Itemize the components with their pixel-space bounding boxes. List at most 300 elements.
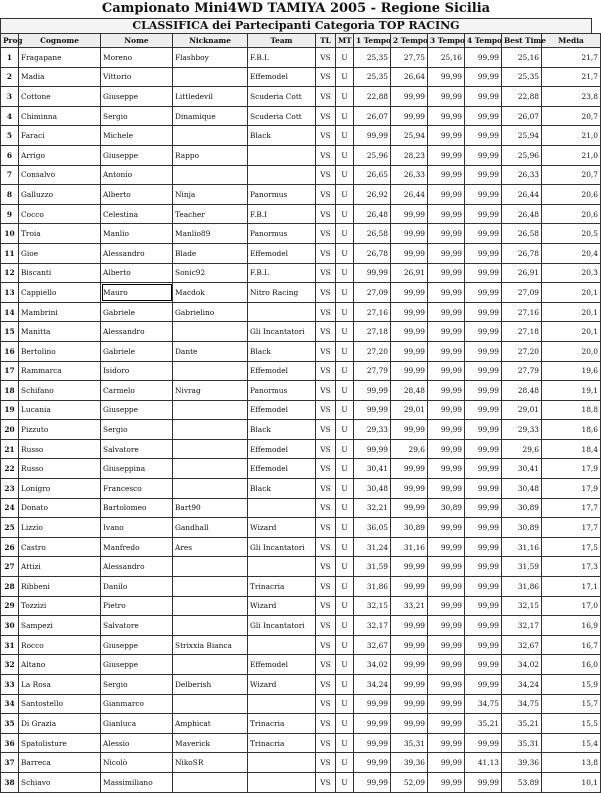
mt-cell: U bbox=[336, 498, 354, 518]
position-cell: 26 bbox=[1, 537, 19, 557]
tl-cell: VS bbox=[316, 498, 336, 518]
nickname-cell bbox=[173, 439, 248, 459]
tl-cell: VS bbox=[316, 361, 336, 381]
column-header: 3 Tempo bbox=[428, 34, 465, 48]
nickname-cell: Dante bbox=[173, 341, 248, 361]
time3-cell: 99,99 bbox=[428, 185, 465, 205]
tl-cell: VS bbox=[316, 733, 336, 753]
nickname-cell bbox=[173, 694, 248, 714]
table-row bbox=[1, 596, 601, 616]
position-cell: 3 bbox=[1, 87, 19, 107]
surname-cell: Chiminna bbox=[19, 106, 101, 126]
tl-cell: VS bbox=[316, 675, 336, 695]
column-header: 2 Tempo bbox=[391, 34, 428, 48]
position-cell: 6 bbox=[1, 145, 19, 165]
time3-cell: 99,99 bbox=[428, 165, 465, 185]
mt-cell: U bbox=[336, 675, 354, 695]
column-header: Nickname bbox=[173, 34, 248, 48]
time3-cell: 30,89 bbox=[428, 498, 465, 518]
average-cell: 20,4 bbox=[542, 243, 601, 263]
average-cell: 21,7 bbox=[542, 67, 601, 87]
mt-cell: U bbox=[336, 479, 354, 499]
name-cell: Giuseppina bbox=[101, 459, 173, 479]
best-time-cell: 31,86 bbox=[502, 577, 542, 597]
time1-cell: 27,09 bbox=[354, 283, 391, 303]
nickname-cell: Teacher bbox=[173, 204, 248, 224]
mt-cell: U bbox=[336, 283, 354, 303]
team-cell bbox=[248, 302, 316, 322]
surname-cell: Altano bbox=[19, 655, 101, 675]
tl-cell: VS bbox=[316, 439, 336, 459]
mt-cell: U bbox=[336, 263, 354, 283]
time4-cell: 99,99 bbox=[465, 537, 502, 557]
time4-cell: 99,99 bbox=[465, 577, 502, 597]
time3-cell: 99,99 bbox=[428, 714, 465, 734]
time3-cell: 99,99 bbox=[428, 87, 465, 107]
mt-cell: U bbox=[336, 48, 354, 68]
table-row bbox=[1, 204, 601, 224]
average-cell: 17,1 bbox=[542, 577, 601, 597]
time2-cell: 29,6 bbox=[391, 439, 428, 459]
best-time-cell: 34,24 bbox=[502, 675, 542, 695]
team-cell bbox=[248, 753, 316, 773]
team-cell: F.B.I bbox=[248, 204, 316, 224]
position-cell: 5 bbox=[1, 126, 19, 146]
name-cell: Moreno bbox=[101, 48, 173, 68]
name-cell: Danilo bbox=[101, 577, 173, 597]
time1-cell: 30,41 bbox=[354, 459, 391, 479]
best-time-cell: 22,88 bbox=[502, 87, 542, 107]
table-row bbox=[1, 616, 601, 636]
time1-cell: 32,67 bbox=[354, 635, 391, 655]
tl-cell: VS bbox=[316, 243, 336, 263]
best-time-cell: 27,16 bbox=[502, 302, 542, 322]
nickname-cell: Delberish bbox=[173, 675, 248, 695]
mt-cell: U bbox=[336, 67, 354, 87]
time2-cell: 31,16 bbox=[391, 537, 428, 557]
time4-cell: 99,99 bbox=[465, 145, 502, 165]
time2-cell: 28,48 bbox=[391, 381, 428, 401]
average-cell: 16,9 bbox=[542, 616, 601, 636]
best-time-cell: 26,48 bbox=[502, 204, 542, 224]
time1-cell: 99,99 bbox=[354, 753, 391, 773]
time1-cell: 26,07 bbox=[354, 106, 391, 126]
time3-cell: 99,99 bbox=[428, 243, 465, 263]
time2-cell: 99,99 bbox=[391, 655, 428, 675]
mt-cell: U bbox=[336, 400, 354, 420]
average-cell: 17,0 bbox=[542, 596, 601, 616]
team-cell: Gli Incantatori bbox=[248, 322, 316, 342]
nickname-cell bbox=[173, 596, 248, 616]
time3-cell: 99,99 bbox=[428, 577, 465, 597]
tl-cell: VS bbox=[316, 341, 336, 361]
time1-cell: 26,78 bbox=[354, 243, 391, 263]
best-time-cell: 28,48 bbox=[502, 381, 542, 401]
table-row bbox=[1, 518, 601, 538]
name-cell: Sergio bbox=[101, 420, 173, 440]
best-time-cell: 31,59 bbox=[502, 557, 542, 577]
time2-cell: 99,99 bbox=[391, 106, 428, 126]
surname-cell: Rammarca bbox=[19, 361, 101, 381]
mt-cell: U bbox=[336, 753, 354, 773]
time4-cell: 99,99 bbox=[465, 243, 502, 263]
time2-cell: 26,44 bbox=[391, 185, 428, 205]
team-cell: Panormus bbox=[248, 224, 316, 244]
team-cell: Panormus bbox=[248, 381, 316, 401]
position-cell: 18 bbox=[1, 381, 19, 401]
mt-cell: U bbox=[336, 165, 354, 185]
best-time-cell: 25,35 bbox=[502, 67, 542, 87]
position-cell: 37 bbox=[1, 753, 19, 773]
time3-cell: 99,99 bbox=[428, 322, 465, 342]
name-cell: Gabriele bbox=[101, 341, 173, 361]
average-cell: 17,9 bbox=[542, 479, 601, 499]
table-row bbox=[1, 479, 601, 499]
position-cell: 2 bbox=[1, 67, 19, 87]
average-cell: 17,7 bbox=[542, 498, 601, 518]
tl-cell: VS bbox=[316, 420, 336, 440]
table-row bbox=[1, 439, 601, 459]
best-time-cell: 25,96 bbox=[502, 145, 542, 165]
position-cell: 9 bbox=[1, 204, 19, 224]
time4-cell: 99,99 bbox=[465, 341, 502, 361]
surname-cell: Lonigro bbox=[19, 479, 101, 499]
time2-cell: 99,99 bbox=[391, 577, 428, 597]
nickname-cell: Sonic92 bbox=[173, 263, 248, 283]
position-cell: 7 bbox=[1, 165, 19, 185]
tl-cell: VS bbox=[316, 263, 336, 283]
best-time-cell: 26,58 bbox=[502, 224, 542, 244]
time4-cell: 99,99 bbox=[465, 439, 502, 459]
table-row bbox=[1, 145, 601, 165]
nickname-cell bbox=[173, 322, 248, 342]
time1-cell: 99,99 bbox=[354, 439, 391, 459]
position-cell: 35 bbox=[1, 714, 19, 734]
tl-cell: VS bbox=[316, 302, 336, 322]
time4-cell: 99,99 bbox=[465, 655, 502, 675]
position-cell: 1 bbox=[1, 48, 19, 68]
surname-cell: Madia bbox=[19, 67, 101, 87]
time2-cell: 25,94 bbox=[391, 126, 428, 146]
time1-cell: 34,02 bbox=[354, 655, 391, 675]
surname-cell: Barreca bbox=[19, 753, 101, 773]
tl-cell: VS bbox=[316, 616, 336, 636]
name-cell: Giuseppe bbox=[101, 635, 173, 655]
time2-cell: 33,21 bbox=[391, 596, 428, 616]
time4-cell: 99,99 bbox=[465, 185, 502, 205]
tl-cell: VS bbox=[316, 87, 336, 107]
surname-cell: Biscanti bbox=[19, 263, 101, 283]
nickname-cell bbox=[173, 420, 248, 440]
team-cell: Effemodel bbox=[248, 439, 316, 459]
time2-cell: 99,99 bbox=[391, 498, 428, 518]
name-cell: Alessio bbox=[101, 733, 173, 753]
column-header: Team bbox=[248, 34, 316, 48]
best-time-cell: 29,33 bbox=[502, 420, 542, 440]
table-row bbox=[1, 243, 601, 263]
average-cell: 13,8 bbox=[542, 753, 601, 773]
position-cell: 22 bbox=[1, 459, 19, 479]
mt-cell: U bbox=[336, 557, 354, 577]
time1-cell: 99,99 bbox=[354, 733, 391, 753]
surname-cell: Fragapane bbox=[19, 48, 101, 68]
tl-cell: VS bbox=[316, 596, 336, 616]
surname-cell: Tozzizi bbox=[19, 596, 101, 616]
team-cell bbox=[248, 635, 316, 655]
name-cell: Salvatore bbox=[101, 439, 173, 459]
team-cell: Wizard bbox=[248, 596, 316, 616]
average-cell: 15,9 bbox=[542, 675, 601, 695]
time2-cell: 99,99 bbox=[391, 694, 428, 714]
nickname-cell bbox=[173, 479, 248, 499]
team-cell: Black bbox=[248, 341, 316, 361]
table-row bbox=[1, 400, 601, 420]
mt-cell: U bbox=[336, 87, 354, 107]
table-row bbox=[1, 126, 601, 146]
nickname-cell: Macdok bbox=[173, 283, 248, 303]
nickname-cell: Rappo bbox=[173, 145, 248, 165]
position-cell: 13 bbox=[1, 283, 19, 303]
team-cell: Wizard bbox=[248, 518, 316, 538]
time1-cell: 99,99 bbox=[354, 772, 391, 792]
table-row bbox=[1, 48, 601, 68]
position-cell: 31 bbox=[1, 635, 19, 655]
time4-cell: 99,99 bbox=[465, 263, 502, 283]
best-time-cell: 29,01 bbox=[502, 400, 542, 420]
column-header: Cognome bbox=[19, 34, 101, 48]
position-cell: 16 bbox=[1, 341, 19, 361]
position-cell: 32 bbox=[1, 655, 19, 675]
best-time-cell: 27,09 bbox=[502, 283, 542, 303]
nickname-cell bbox=[173, 165, 248, 185]
name-cell: Isidoro bbox=[101, 361, 173, 381]
tl-cell: VS bbox=[316, 165, 336, 185]
surname-cell: Schiavo bbox=[19, 772, 101, 792]
average-cell: 20,6 bbox=[542, 204, 601, 224]
time4-cell: 99,99 bbox=[465, 67, 502, 87]
tl-cell: VS bbox=[316, 400, 336, 420]
mt-cell: U bbox=[336, 302, 354, 322]
team-cell bbox=[248, 145, 316, 165]
table-row bbox=[1, 714, 601, 734]
surname-cell: Schifano bbox=[19, 381, 101, 401]
time2-cell: 28,23 bbox=[391, 145, 428, 165]
best-time-cell: 30,48 bbox=[502, 479, 542, 499]
table-row bbox=[1, 498, 601, 518]
team-cell: F.B.I. bbox=[248, 263, 316, 283]
average-cell: 15,4 bbox=[542, 733, 601, 753]
time4-cell: 99,99 bbox=[465, 87, 502, 107]
surname-cell: Mambrini bbox=[19, 302, 101, 322]
time1-cell: 31,86 bbox=[354, 577, 391, 597]
nickname-cell: Ares bbox=[173, 537, 248, 557]
time3-cell: 99,99 bbox=[428, 263, 465, 283]
time3-cell: 99,99 bbox=[428, 596, 465, 616]
team-cell: Effemodel bbox=[248, 655, 316, 675]
position-cell: 38 bbox=[1, 772, 19, 792]
average-cell: 18,6 bbox=[542, 420, 601, 440]
time1-cell: 27,79 bbox=[354, 361, 391, 381]
time3-cell: 99,99 bbox=[428, 439, 465, 459]
surname-cell: Lizzio bbox=[19, 518, 101, 538]
tl-cell: VS bbox=[316, 48, 336, 68]
nickname-cell: Manlio89 bbox=[173, 224, 248, 244]
time4-cell: 99,99 bbox=[465, 479, 502, 499]
average-cell: 21,0 bbox=[542, 126, 601, 146]
average-cell: 20,1 bbox=[542, 302, 601, 322]
mt-cell: U bbox=[336, 459, 354, 479]
time2-cell: 30,89 bbox=[391, 518, 428, 538]
average-cell: 20,6 bbox=[542, 185, 601, 205]
time4-cell: 99,99 bbox=[465, 596, 502, 616]
time2-cell: 99,99 bbox=[391, 322, 428, 342]
table-row bbox=[1, 381, 601, 401]
table-row bbox=[1, 459, 601, 479]
surname-cell: Spatolisture bbox=[19, 733, 101, 753]
time2-cell: 99,99 bbox=[391, 361, 428, 381]
nickname-cell: Strixxia Bianca bbox=[173, 635, 248, 655]
position-cell: 11 bbox=[1, 243, 19, 263]
tl-cell: VS bbox=[316, 537, 336, 557]
time2-cell: 27,75 bbox=[391, 48, 428, 68]
time4-cell: 99,99 bbox=[465, 616, 502, 636]
mt-cell: U bbox=[336, 577, 354, 597]
name-cell: Salvatore bbox=[101, 616, 173, 636]
mt-cell: U bbox=[336, 733, 354, 753]
surname-cell: Bertolino bbox=[19, 341, 101, 361]
average-cell: 15,5 bbox=[542, 714, 601, 734]
name-cell: Gabriele bbox=[101, 302, 173, 322]
table-row bbox=[1, 341, 601, 361]
team-cell: Effemodel bbox=[248, 459, 316, 479]
time4-cell: 99,99 bbox=[465, 518, 502, 538]
team-cell: Nitro Racing bbox=[248, 283, 316, 303]
team-cell bbox=[248, 165, 316, 185]
nickname-cell: Gabrielino bbox=[173, 302, 248, 322]
mt-cell: U bbox=[336, 243, 354, 263]
team-cell bbox=[248, 694, 316, 714]
best-time-cell: 30,89 bbox=[502, 518, 542, 538]
name-cell: Alberto bbox=[101, 263, 173, 283]
mt-cell: U bbox=[336, 694, 354, 714]
best-time-cell: 31,16 bbox=[502, 537, 542, 557]
nickname-cell bbox=[173, 655, 248, 675]
time1-cell: 26,92 bbox=[354, 185, 391, 205]
table-row bbox=[1, 106, 601, 126]
time3-cell: 99,99 bbox=[428, 420, 465, 440]
time4-cell: 99,99 bbox=[465, 322, 502, 342]
time3-cell: 99,99 bbox=[428, 616, 465, 636]
best-time-cell: 34,75 bbox=[502, 694, 542, 714]
team-cell: Black bbox=[248, 126, 316, 146]
column-header: Best Time bbox=[502, 34, 542, 48]
mt-cell: U bbox=[336, 341, 354, 361]
position-cell: 8 bbox=[1, 185, 19, 205]
time1-cell: 26,65 bbox=[354, 165, 391, 185]
team-cell: Effemodel bbox=[248, 243, 316, 263]
surname-cell: Cocco bbox=[19, 204, 101, 224]
time1-cell: 31,24 bbox=[354, 537, 391, 557]
tl-cell: VS bbox=[316, 459, 336, 479]
team-cell: Gli Incantatori bbox=[248, 537, 316, 557]
tl-cell: VS bbox=[316, 67, 336, 87]
time4-cell: 99,99 bbox=[465, 557, 502, 577]
time3-cell: 99,99 bbox=[428, 733, 465, 753]
surname-cell: Santostello bbox=[19, 694, 101, 714]
time3-cell: 25,16 bbox=[428, 48, 465, 68]
table-row bbox=[1, 302, 601, 322]
average-cell: 23,8 bbox=[542, 87, 601, 107]
nickname-cell: Nivrag bbox=[173, 381, 248, 401]
best-time-cell: 29,6 bbox=[502, 439, 542, 459]
average-cell: 21,0 bbox=[542, 145, 601, 165]
time2-cell: 99,99 bbox=[391, 87, 428, 107]
time1-cell: 99,99 bbox=[354, 381, 391, 401]
position-cell: 34 bbox=[1, 694, 19, 714]
team-cell: Trinacria bbox=[248, 714, 316, 734]
best-time-cell: 30,41 bbox=[502, 459, 542, 479]
table-row bbox=[1, 420, 601, 440]
time4-cell: 99,99 bbox=[465, 733, 502, 753]
time3-cell: 99,99 bbox=[428, 635, 465, 655]
best-time-cell: 26,33 bbox=[502, 165, 542, 185]
time1-cell: 25,35 bbox=[354, 48, 391, 68]
nickname-cell: Flashboy bbox=[173, 48, 248, 68]
nickname-cell: Dinamique bbox=[173, 106, 248, 126]
table-row bbox=[1, 557, 601, 577]
tl-cell: VS bbox=[316, 185, 336, 205]
position-cell: 30 bbox=[1, 616, 19, 636]
time2-cell: 99,99 bbox=[391, 204, 428, 224]
time3-cell: 99,99 bbox=[428, 675, 465, 695]
nickname-cell: Littledevil bbox=[173, 87, 248, 107]
tl-cell: VS bbox=[316, 381, 336, 401]
average-cell: 20,1 bbox=[542, 283, 601, 303]
position-cell: 14 bbox=[1, 302, 19, 322]
position-cell: 10 bbox=[1, 224, 19, 244]
name-cell: Nicolò bbox=[101, 753, 173, 773]
best-time-cell: 26,91 bbox=[502, 263, 542, 283]
position-cell: 27 bbox=[1, 557, 19, 577]
time4-cell: 99,99 bbox=[465, 635, 502, 655]
nickname-cell: Bart90 bbox=[173, 498, 248, 518]
time4-cell: 34,75 bbox=[465, 694, 502, 714]
page-title: Campionato Mini4WD TAMIYA 2005 - Regione Sicilia bbox=[101, 1, 491, 16]
position-cell: 33 bbox=[1, 675, 19, 695]
tl-cell: VS bbox=[316, 106, 336, 126]
average-cell: 20,5 bbox=[542, 224, 601, 244]
time1-cell: 25,96 bbox=[354, 145, 391, 165]
time1-cell: 27,20 bbox=[354, 341, 391, 361]
table-header-row bbox=[1, 34, 601, 48]
surname-cell: Lucania bbox=[19, 400, 101, 420]
surname-cell: Cottone bbox=[19, 87, 101, 107]
time3-cell: 99,99 bbox=[428, 204, 465, 224]
time3-cell: 99,99 bbox=[428, 694, 465, 714]
nickname-cell: NikoSR bbox=[173, 753, 248, 773]
mt-cell: U bbox=[336, 322, 354, 342]
surname-cell: Manitta bbox=[19, 322, 101, 342]
name-cell: Bartolomeo bbox=[101, 498, 173, 518]
surname-cell: Cappiello bbox=[19, 283, 101, 303]
mt-cell: U bbox=[336, 616, 354, 636]
name-cell: Manfredo bbox=[101, 537, 173, 557]
team-cell: Effemodel bbox=[248, 400, 316, 420]
nickname-cell bbox=[173, 557, 248, 577]
time4-cell: 99,99 bbox=[465, 224, 502, 244]
time2-cell: 26,33 bbox=[391, 165, 428, 185]
time3-cell: 99,99 bbox=[428, 772, 465, 792]
